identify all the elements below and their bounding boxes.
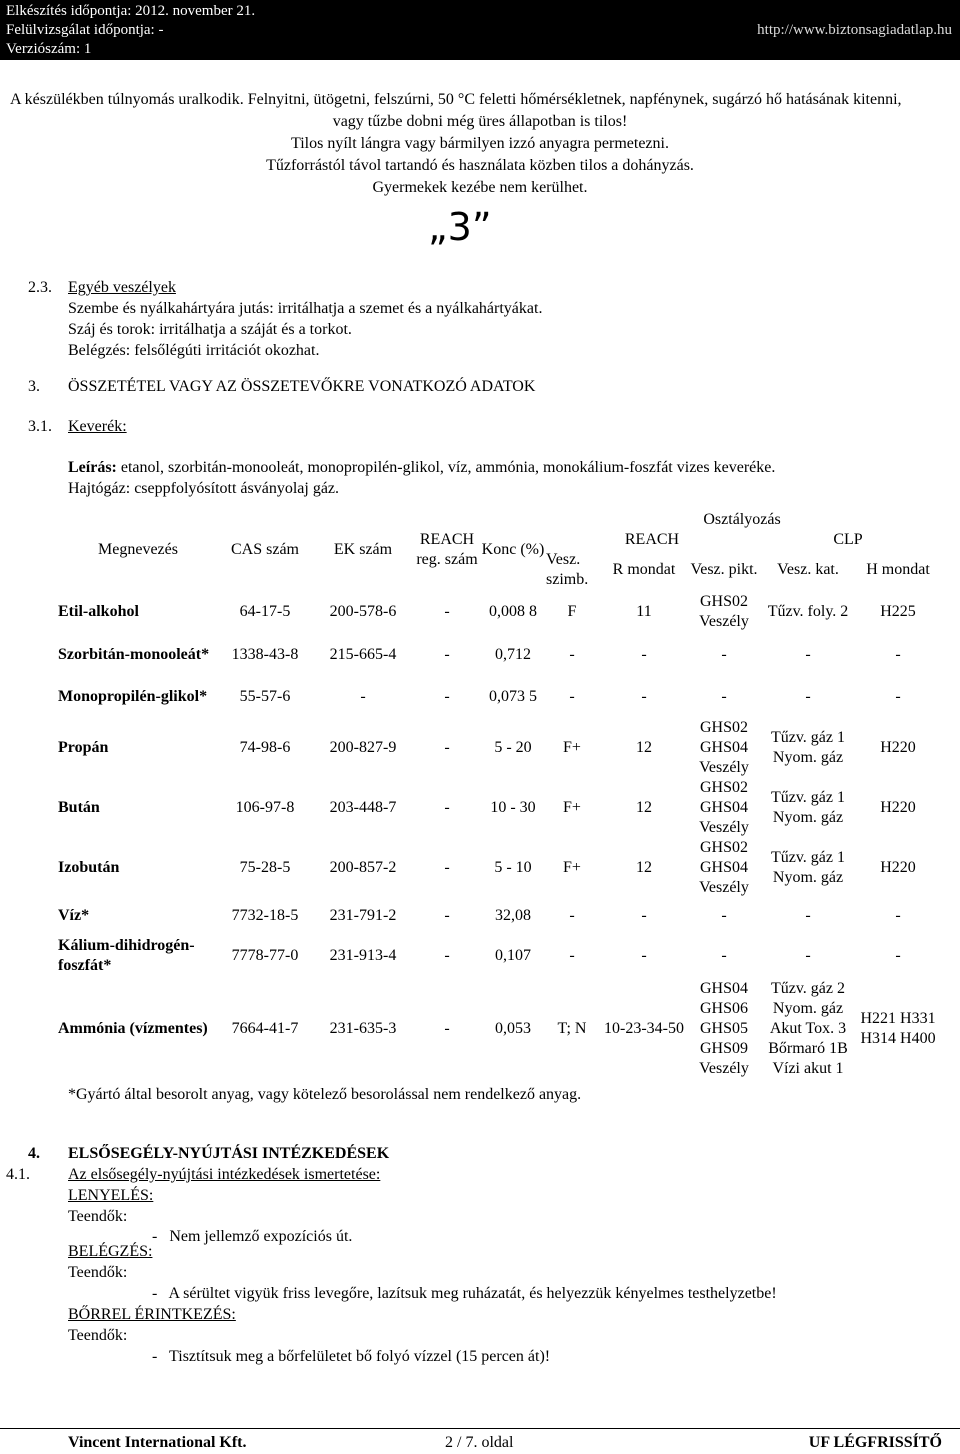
cell-reg: - (444, 799, 450, 816)
cell-h-phrase: - (895, 688, 901, 705)
cell-category: Tűzv. foly. 2 (767, 603, 849, 620)
table-header-row (58, 510, 938, 530)
table-footnote: *Gyártó által besorolt anyag, vagy kötelező besorolással nem rendelkező anyag. (68, 1086, 582, 1103)
cell-h-phrase: H220 (880, 799, 916, 816)
cell-name: Szorbitán-monooleát* (58, 646, 210, 663)
cell-pictogram: - (721, 688, 727, 705)
col-header-reach-reg: REACH reg. szám (416, 531, 478, 568)
cell-konc: 0,008 8 (489, 603, 537, 620)
cell-r-phrase: 12 (636, 859, 652, 876)
cell-symbol: F+ (563, 859, 581, 876)
cell-ek: 200-827-9 (329, 739, 397, 756)
col-header-name: Megnevezés (98, 541, 178, 558)
col-header-h-phrase: H mondat (866, 561, 930, 578)
table-row (58, 838, 938, 898)
cell-r-phrase: - (641, 947, 647, 964)
warning-line-2: vagy tűzbe dobni még üres állapotban is tilos! (332, 113, 628, 130)
cell-reg: - (444, 859, 450, 876)
cell-ek: - (360, 688, 366, 705)
cell-konc: 5 - 20 (494, 739, 532, 756)
table-row (58, 978, 938, 1080)
cell-konc: 0,712 (495, 646, 531, 663)
col-header-symbol: Vesz. szimb. (546, 551, 589, 588)
cell-r-phrase: - (641, 907, 647, 924)
col-header-category: Vesz. kat. (777, 561, 839, 578)
section-3-1-title: Keverék: (68, 418, 127, 435)
col-header-ek: EK szám (333, 541, 393, 558)
cell-cas: 106-97-8 (235, 799, 295, 816)
cell-symbol: T; N (557, 1020, 587, 1037)
section-2-3-number: 2.3. (28, 279, 52, 296)
cell-konc: 10 - 30 (490, 799, 536, 816)
section-4-title: ELSŐSEGÉLY-NYÚJTÁSI INTÉZKEDÉSEK (68, 1145, 390, 1162)
cell-name: Víz* (58, 907, 90, 924)
other-hazard-inhalation: Belégzés: felsőlégúti irritációt okozhat. (68, 342, 320, 359)
inhalation-todo-label: Teendők: (68, 1264, 128, 1281)
table-row (58, 676, 938, 718)
cell-symbol: - (569, 646, 575, 663)
inhalation-instruction: - A sérültet vigyük friss levegőre, lazítsuk meg ruházatát, és helyezzük kényelmes testhelyzetbe! (152, 1285, 777, 1302)
cell-reg: - (444, 907, 450, 924)
cell-name: Propán (58, 739, 109, 756)
cell-name: Bután (58, 799, 100, 816)
section-4-1-number: 4.1. (6, 1166, 30, 1183)
header-meta (6, 2, 255, 59)
cell-cas: 75-28-5 (239, 859, 291, 876)
cell-pictogram: GHS04 GHS06 GHS05 GHS09 Veszély (699, 980, 749, 1077)
section-4-1-title: Az elsősegély-nyújtási intézkedések ismertetése: (68, 1166, 381, 1183)
cell-r-phrase: - (641, 688, 647, 705)
inhalation-heading: BELÉGZÉS: (68, 1243, 153, 1260)
col-header-clp: CLP (833, 531, 863, 548)
cell-h-phrase: H220 (880, 859, 916, 876)
table-row (58, 590, 938, 634)
cell-category: Tűzv. gáz 1 Nyom. gáz (770, 789, 846, 826)
footer-product: UF LÉGFRISSÍTŐ (808, 1434, 942, 1451)
cell-category: Tűzv. gáz 1 Nyom. gáz (770, 849, 846, 886)
cell-konc: 0,053 (495, 1020, 531, 1037)
cell-name: Ammónia (vízmentes) (58, 1020, 208, 1037)
section-3-title: ÖSSZETÉTEL VAGY AZ ÖSSZETEVŐKRE VONATKOZÓ ADATOK (68, 378, 536, 395)
cell-ek: 203-448-7 (329, 799, 397, 816)
section-2-3-title: Egyéb veszélyek (68, 279, 176, 296)
table-row (58, 778, 938, 838)
col-header-classification: Osztályozás (703, 511, 781, 528)
revision-date: Felülvizsgálat időpontja: - (6, 22, 164, 38)
warning-line-5: Gyermekek kezébe nem kerülhet. (372, 179, 588, 196)
footer-page-number: 2 / 7. oldal (445, 1434, 514, 1451)
footer-company: Vincent International Kft. (68, 1434, 247, 1451)
col-header-reach: REACH (624, 531, 680, 548)
cell-r-phrase: 12 (636, 739, 652, 756)
cell-symbol: F (567, 603, 577, 620)
cell-reg: - (444, 646, 450, 663)
cell-reg: - (444, 603, 450, 620)
cell-symbol: F+ (563, 799, 581, 816)
cell-cas: 64-17-5 (239, 603, 291, 620)
cell-ek: 215-665-4 (329, 646, 397, 663)
cell-name: Etil-alkohol (58, 603, 139, 620)
cell-cas: 7778-77-0 (231, 947, 299, 964)
cell-category: - (805, 646, 811, 663)
col-header-pictogram: Vesz. pikt. (690, 561, 758, 578)
cell-h-phrase: H225 (880, 603, 916, 620)
cell-konc: 0,107 (495, 947, 531, 964)
cell-konc: 32,08 (495, 907, 531, 924)
cell-h-phrase: H220 (880, 739, 916, 756)
skin-contact-instruction: - Tisztítsuk meg a bőrfelületet bő folyó vízzel (15 percen át)! (152, 1348, 551, 1365)
cell-konc: 5 - 10 (494, 859, 532, 876)
cell-name: Monopropilén-glikol* (58, 688, 208, 705)
table-row (58, 898, 938, 934)
cell-pictogram: GHS02 GHS04 Veszély (699, 839, 749, 896)
cell-pictogram: - (721, 907, 727, 924)
cell-cas: 7664-41-7 (231, 1020, 299, 1037)
cell-ek: 200-578-6 (329, 603, 397, 620)
cell-h-phrase: - (895, 947, 901, 964)
ingestion-todo-label: Teendők: (68, 1208, 128, 1225)
cell-ek: 231-635-3 (329, 1020, 397, 1037)
description-label: Leírás: (68, 459, 117, 476)
ingestion-instruction: - Nem jellemző expozíciós út. (152, 1228, 353, 1245)
composition-table (58, 510, 938, 1080)
col-header-r-phrase: R mondat (612, 561, 676, 578)
propellant-text: Hajtógáz: cseppfolyósított ásványolaj gáz. (68, 480, 340, 497)
other-hazard-eyes: Szembe és nyálkahártyára jutás: irritálhatja a szemet és a nyálkahártyákat. (68, 300, 543, 317)
created-date: Elkészítés időpontja: 2012. november 21. (6, 3, 256, 19)
cell-cas: 74-98-6 (239, 739, 291, 756)
cell-cas: 7732-18-5 (231, 907, 299, 924)
cell-ek: 231-791-2 (329, 907, 397, 924)
cell-ek: 200-857-2 (329, 859, 397, 876)
section-3-number: 3. (28, 378, 40, 395)
cell-h-phrase: - (895, 907, 901, 924)
table-row (58, 634, 938, 676)
warning-line-1: A készülékben túlnyomás uralkodik. Felnyitni, ütögetni, felszúrni, 50 °C feletti hőmérsékletnek, napfénynek, sugárzó hő hatásának kitenni, (10, 91, 902, 108)
cell-r-phrase: - (641, 646, 647, 663)
cell-ek: 231-913-4 (329, 947, 397, 964)
cell-category: - (805, 907, 811, 924)
cell-reg: - (444, 1020, 450, 1037)
skin-contact-heading: BŐRREL ÉRINTKEZÉS: (68, 1306, 236, 1323)
cell-cas: 1338-43-8 (231, 646, 299, 663)
warning-line-3: Tilos nyílt lángra vagy bármilyen izzó anyagra permetezni. (291, 135, 669, 152)
cell-category: - (805, 688, 811, 705)
cell-cas: 55-57-6 (239, 688, 291, 705)
header-url[interactable]: http://www.biztonsagiadatlap.hu (757, 22, 952, 38)
section-4-number: 4. (28, 1145, 40, 1162)
table-row (58, 718, 938, 778)
cell-reg: - (444, 739, 450, 756)
cell-reg: - (444, 688, 450, 705)
cell-konc: 0,073 5 (489, 688, 537, 705)
cell-pictogram: - (721, 947, 727, 964)
cell-name: Izobután (58, 859, 120, 876)
cell-symbol: F+ (563, 739, 581, 756)
cell-reg: - (444, 947, 450, 964)
cell-pictogram: - (721, 646, 727, 663)
cell-category: Tűzv. gáz 2 Nyom. gáz Akut Tox. 3 Bőrmaró 1B Vízi akut 1 (768, 980, 848, 1077)
col-header-cas: CAS szám (231, 541, 299, 558)
cell-name: Kálium-dihidrogén-foszfát* (58, 937, 195, 974)
cell-r-phrase: 11 (636, 603, 652, 620)
cell-r-phrase: 10-23-34-50 (604, 1020, 684, 1037)
document-header (0, 0, 960, 60)
table-row (58, 934, 938, 978)
cell-h-phrase: H221 H331 H314 H400 (860, 1010, 936, 1047)
document-footer (0, 1428, 960, 1454)
other-hazard-mouth: Száj és torok: irritálhatja a száját és a torkot. (68, 321, 352, 338)
cell-h-phrase: - (895, 646, 901, 663)
cell-pictogram: GHS02 GHS04 Veszély (699, 779, 749, 836)
ingestion-heading: LENYELÉS: (68, 1187, 154, 1204)
pictogram-label: „3” (428, 205, 492, 249)
col-header-konc: Konc (%) (481, 541, 545, 558)
cell-symbol: - (569, 688, 575, 705)
cell-pictogram: GHS02 GHS04 Veszély (699, 719, 749, 776)
cell-r-phrase: 12 (636, 799, 652, 816)
cell-category: - (805, 947, 811, 964)
warning-line-4: Tűzforrástól távol tartandó és használata közben tilos a dohányzás. (266, 157, 694, 174)
cell-symbol: - (569, 947, 575, 964)
cell-pictogram: GHS02 Veszély (699, 593, 749, 630)
cell-symbol: - (569, 907, 575, 924)
description-text: etanol, szorbitán-monooleát, monopropilén-glikol, víz, ammónia, monokálium-foszfát vizes keveréke. (120, 459, 776, 476)
version-number: Verziószám: 1 (6, 41, 92, 57)
skin-contact-todo-label: Teendők: (68, 1327, 128, 1344)
mixture-description (68, 458, 775, 478)
section-3-1-number: 3.1. (28, 418, 52, 435)
cell-category: Tűzv. gáz 1 Nyom. gáz (770, 729, 846, 766)
